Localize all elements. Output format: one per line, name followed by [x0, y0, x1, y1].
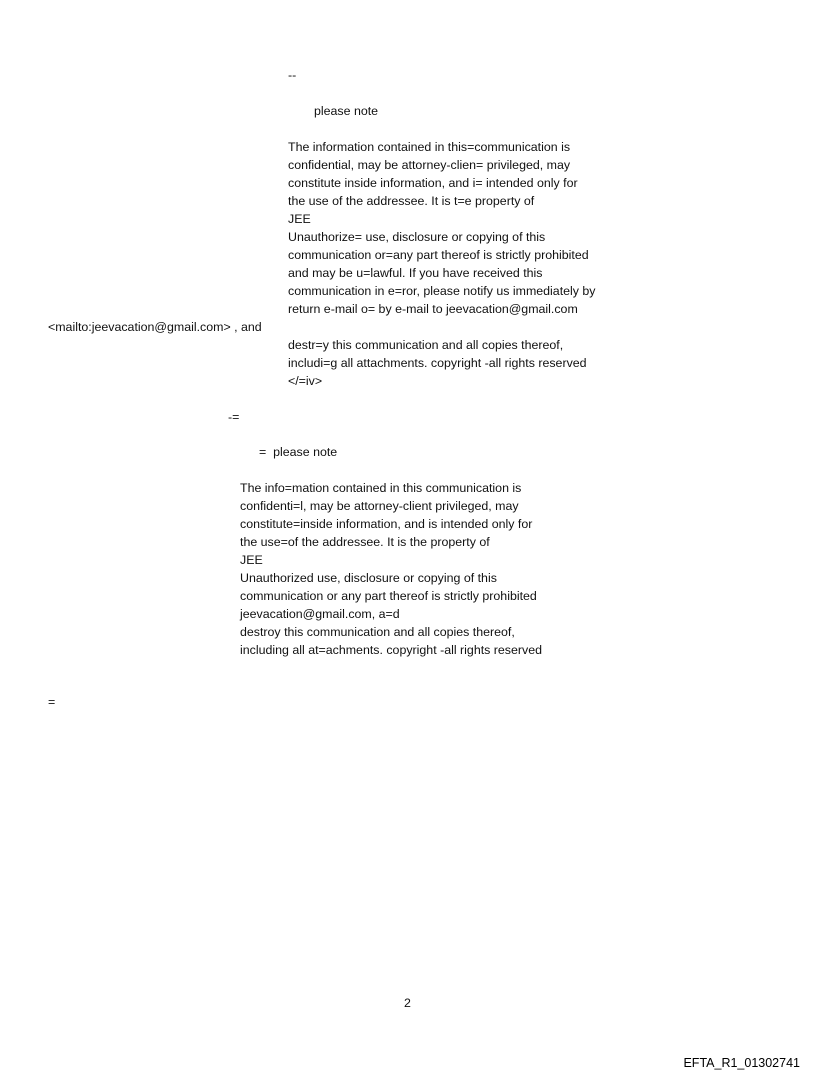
disclaimer-line: confidential, may be attorney-clien= privileged, may [288, 158, 571, 172]
separator-dashes: -- [288, 68, 297, 82]
disclaimer-line: </=iv> [288, 374, 323, 388]
disclaimer-line: communication or any part thereof is strictly prohibited [240, 589, 537, 603]
page-number: 2 [404, 996, 411, 1010]
disclaimer-line: including all at=achments. copyright -all rights reserved [240, 643, 542, 657]
disclaimer-line: Unauthorize= use, disclosure or copying of this [288, 230, 546, 244]
disclaimer-line: communication in e=ror, please notify us immediately by [288, 284, 596, 298]
disclaimer-line: the use of the addressee. It is t=e property of [288, 194, 535, 208]
disclaimer-line: Unauthorized use, disclosure or copying of this [240, 571, 497, 585]
disclaimer-line: confidenti=l, may be attorney-client privileged, may [240, 499, 519, 513]
disclaimer-line: includi=g all attachments. copyright -all rights reserved [288, 356, 587, 370]
disclaimer-line: constitute inside information, and i= intended only for [288, 176, 578, 190]
mailto-line: <mailto:jeevacation@gmail.com> , and [48, 320, 262, 334]
disclaimer-line: return e-mail o= by e-mail to jeevacation@gmail.com [288, 302, 578, 316]
disclaimer-line: destroy this communication and all copies thereof, [240, 625, 515, 639]
disclaimer-line: The info=mation contained in this communication is [240, 481, 522, 495]
disclaimer-line: jeevacation@gmail.com, a=d [240, 607, 400, 621]
disclaimer-line: JEE [240, 553, 263, 567]
separator-dashes: -= [228, 410, 240, 424]
disclaimer-line: the use=of the addressee. It is the property of [240, 535, 490, 549]
disclaimer-line: constitute=inside information, and is intended only for [240, 517, 533, 531]
trailing-equals: = [48, 695, 56, 709]
disclaimer-line: and may be u=lawful. If you have received this [288, 266, 543, 280]
disclaimer-line: communication or=any part thereof is strictly prohibited [288, 248, 589, 262]
disclaimer-line: destr=y this communication and all copies thereof, [288, 338, 564, 352]
please-note-heading: please note [314, 104, 379, 118]
disclaimer-line: The information contained in this=communication is [288, 140, 571, 154]
document-id-footer: EFTA_R1_01302741 [683, 1056, 800, 1070]
disclaimer-line: JEE [288, 212, 311, 226]
please-note-heading: = please note [259, 445, 338, 459]
